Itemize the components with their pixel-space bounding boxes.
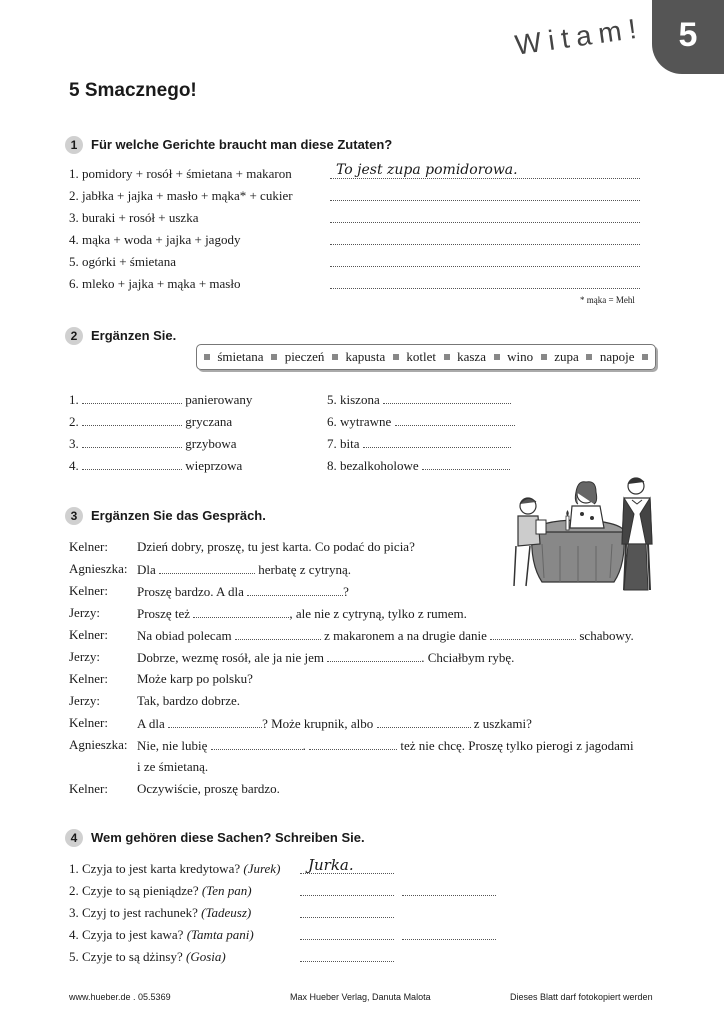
- dialogue-line: Tak, bardzo dobrze.: [137, 693, 241, 708]
- dialogue-line: Oczywiście, proszę bardzo.: [137, 781, 280, 796]
- ex2-blank[interactable]: [82, 435, 182, 448]
- ex2-blank[interactable]: [383, 391, 511, 404]
- bullet-icon: [204, 354, 210, 360]
- footer-right: Dieses Blatt darf fotokopiert werden: [510, 992, 653, 1002]
- bullet-icon: [444, 354, 450, 360]
- ex4-example-answer: Jurka.: [308, 856, 354, 874]
- ex4-answer-line[interactable]: [300, 949, 394, 962]
- ex1-answer-line[interactable]: [330, 254, 640, 267]
- ex2-blank[interactable]: [363, 435, 511, 448]
- ex2-word-box: [196, 344, 656, 370]
- ex2-item: 1. panierowany: [69, 392, 253, 407]
- dialogue-line: Nie, nie lubię . też nie chcę. Proszę tylko pierogi z jagodami: [137, 738, 634, 753]
- bullet-icon: [271, 354, 277, 360]
- ex1-heading: [65, 136, 392, 154]
- ex2-heading-text: Ergänzen Sie.: [91, 328, 177, 343]
- bullet-icon: [332, 354, 338, 360]
- word-chip: wino: [507, 349, 534, 364]
- ex4-answer-line[interactable]: [300, 927, 394, 940]
- dialogue-blank[interactable]: [168, 715, 262, 728]
- ex4-answer-line[interactable]: [300, 883, 394, 896]
- ex4-item: 2. Czyje to są pieniądze? (Ten pan): [69, 883, 252, 898]
- bullet-icon: [494, 354, 500, 360]
- ex4-heading-text: Wem gehören diese Sachen? Schreiben Sie.: [91, 830, 365, 845]
- ex1-answer-line[interactable]: [330, 188, 640, 201]
- ex2-heading: [65, 327, 176, 345]
- ex2-item: 3. grzybowa: [69, 436, 237, 451]
- word-chip: napoje: [599, 349, 635, 364]
- page-title: 5 Smacznego!: [69, 80, 197, 101]
- dialogue-speaker: Kelner:: [69, 539, 108, 554]
- ex2-blank[interactable]: [82, 391, 182, 404]
- word-chip: kasza: [457, 349, 486, 364]
- ex2-number: 2: [65, 327, 83, 345]
- ex4-item: 3. Czyj to jest rachunek? (Tadeusz): [69, 905, 252, 920]
- ex3-number: 3: [65, 507, 83, 525]
- footer-center: Max Hueber Verlag, Danuta Malota: [290, 992, 431, 1002]
- dialogue-blank[interactable]: [247, 583, 343, 596]
- ex1-item: 6. mleko + jajka + mąka + masło: [69, 276, 241, 291]
- dialogue-speaker: Agnieszka:: [69, 561, 128, 576]
- ex1-example-answer: To jest zupa pomidorowa.: [336, 162, 518, 178]
- ex2-item: 5. kiszona: [327, 391, 511, 408]
- ex1-footnote: * mąka = Mehl: [580, 295, 635, 305]
- bullet-icon: [541, 354, 547, 360]
- ex2-blank[interactable]: [82, 413, 182, 426]
- ex2-blank[interactable]: [422, 457, 510, 470]
- word-chip: zupa: [554, 349, 579, 364]
- ex2-item: 8. bezalkoholowe: [327, 457, 510, 474]
- dialogue-blank[interactable]: [490, 627, 576, 640]
- dialogue-line: Proszę bardzo. A dla ?: [137, 584, 349, 599]
- dialogue-line: Proszę też , ale nie z cytryną, tylko z rumem.: [137, 606, 467, 621]
- dialogue-blank[interactable]: [211, 737, 303, 750]
- dialogue-speaker: Kelner:: [69, 781, 108, 796]
- dialogue-line: Dzień dobry, proszę, tu jest karta. Co podać do picia?: [137, 539, 415, 554]
- ex2-item: 6. wytrawne: [327, 413, 515, 430]
- dialogue-blank[interactable]: [193, 605, 289, 618]
- dialogue-line: Może karp po polsku?: [137, 671, 253, 686]
- word-chip: śmietana: [217, 349, 264, 364]
- word-chip: kotlet: [406, 349, 436, 364]
- bullet-icon: [393, 354, 399, 360]
- ex1-answer-line[interactable]: [330, 276, 640, 289]
- ex1-item: 5. ogórki + śmietana: [69, 254, 176, 269]
- footer-left: www.hueber.de . 05.5369: [69, 992, 171, 1002]
- ex1-item: 3. buraki + rosół + uszka: [69, 210, 199, 225]
- dialogue-line: Dla herbatę z cytryną.: [137, 562, 352, 577]
- ex2-item: 7. bita: [327, 435, 511, 452]
- dialogue-line: Dobrze, wezmę rosół, ale ja nie jem . Chciałbym rybę.: [137, 650, 515, 665]
- ex1-item: 1. pomidory + rosół + śmietana + makaron: [69, 166, 292, 181]
- ex2-blank[interactable]: [82, 457, 182, 470]
- dialogue-blank[interactable]: [235, 627, 321, 640]
- dialogue-blank[interactable]: [327, 649, 421, 662]
- ex4-item: 1. Czyja to jest karta kredytowa? (Jurek): [69, 861, 281, 876]
- dialogue-line: i ze śmietaną.: [137, 759, 209, 774]
- word-chip: kapusta: [345, 349, 386, 364]
- ex4-item: 4. Czyja to jest kawa? (Tamta pani): [69, 927, 254, 942]
- dialogue-speaker: Jerzy:: [69, 605, 101, 620]
- ex4-heading: [65, 829, 365, 847]
- dialogue-speaker: Kelner:: [69, 627, 108, 642]
- ex1-number: 1: [65, 136, 83, 154]
- ex1-item: 4. mąka + woda + jajka + jagody: [69, 232, 241, 247]
- ex2-item: 2. gryczana: [69, 414, 233, 429]
- ex1-item: 2. jabłka + jajka + masło + mąka* + cukier: [69, 188, 293, 203]
- dialogue-speaker: Agnieszka:: [69, 737, 128, 752]
- bullet-icon: [642, 354, 648, 360]
- dialogue-speaker: Kelner:: [69, 715, 108, 730]
- ex4-answer-line[interactable]: [300, 905, 394, 918]
- ex1-answer-line[interactable]: [330, 210, 640, 223]
- dialogue-line: A dla ? Może krupnik, albo z uszkami?: [137, 716, 532, 731]
- ex4-answer-line[interactable]: [402, 927, 496, 940]
- ex4-answer-line[interactable]: [402, 883, 496, 896]
- ex1-heading-text: Für welche Gerichte braucht man diese Zutaten?: [91, 137, 393, 152]
- dialogue-line: Na obiad polecam z makaronem a na drugie danie schabowy.: [137, 628, 634, 643]
- ex1-answer-line[interactable]: [330, 232, 640, 245]
- dialogue-blank[interactable]: [377, 715, 471, 728]
- header-word: Witam!: [513, 12, 646, 61]
- ex2-blank[interactable]: [395, 413, 515, 426]
- chapter-tab: 5: [652, 0, 724, 74]
- ex2-item: 4. wieprzowa: [69, 458, 243, 473]
- dialogue-speaker: Jerzy:: [69, 693, 101, 708]
- dialogue-speaker: Kelner:: [69, 583, 108, 598]
- ex4-number: 4: [65, 829, 83, 847]
- ex3-heading: [65, 507, 266, 525]
- ex3-heading-text: Ergänzen Sie das Gespräch.: [91, 508, 266, 523]
- dialogue-blank[interactable]: [309, 737, 397, 750]
- dialogue-blank[interactable]: [159, 561, 255, 574]
- dialogue-speaker: Jerzy:: [69, 649, 101, 664]
- word-chip: pieczeń: [284, 349, 325, 364]
- restaurant-illustration: [500, 474, 665, 594]
- ex4-item: 5. Czyje to są dżinsy? (Gosia): [69, 949, 226, 964]
- dialogue-speaker: Kelner:: [69, 671, 108, 686]
- bullet-icon: [586, 354, 592, 360]
